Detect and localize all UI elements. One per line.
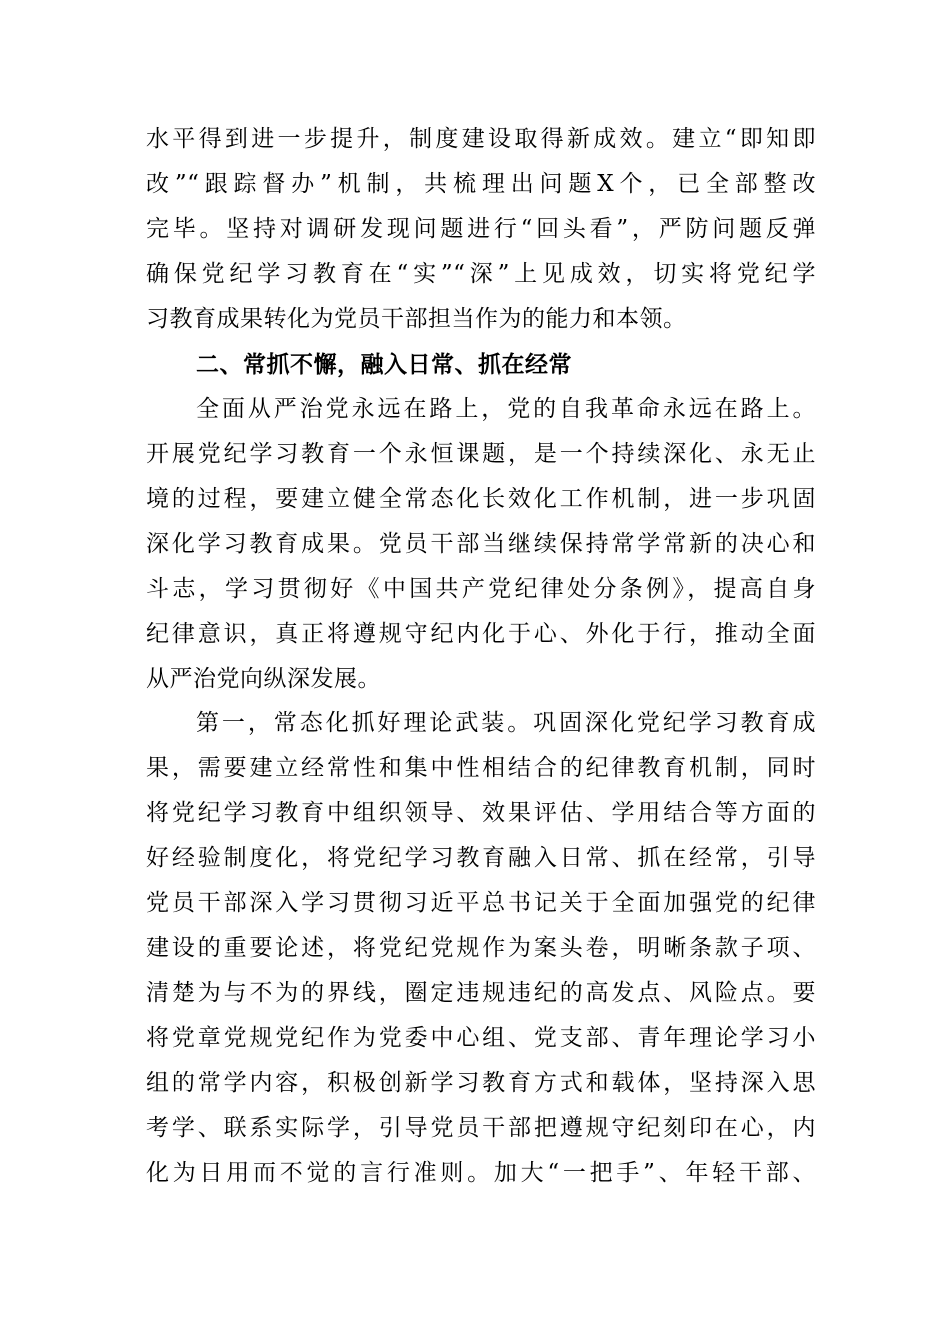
paragraph-2-line: 从严治党向纵深发展。 — [146, 666, 381, 692]
paragraph-3-line: 党员干部深入学习贯彻习近平总书记关于全面加强党的纪律 — [146, 890, 816, 916]
paragraph-3-line: 考学、联系实际学，引导党员干部把遵规守纪刻印在心，内 — [146, 1115, 816, 1141]
paragraph-1-line: 确保党纪学习教育在“实”“深”上见成效，切实将党纪学 — [146, 261, 816, 287]
paragraph-1-line: 水平得到进一步提升，制度建设取得新成效。建立“即知即 — [146, 126, 816, 152]
paragraph-3-line: 清楚为与不为的界线，圈定违规违纪的高发点、风险点。要 — [146, 980, 816, 1006]
paragraph-2-line: 斗志，学习贯彻好《中国共产党纪律处分条例》，提高自身 — [146, 576, 816, 602]
paragraph-3-line: 化为日用而不觉的言行准则。加大“一把手”、年轻干部、 — [146, 1160, 816, 1186]
paragraph-1-line: 改”“跟踪督办”机制，共梳理出问题X个，已全部整改 — [146, 171, 816, 197]
section-heading: 二、常抓不懈，融入日常、抓在经常 — [196, 352, 572, 378]
paragraph-2-line: 深化学习教育成果。党员干部当继续保持常学常新的决心和 — [146, 531, 816, 557]
paragraph-2-line: 全面从严治党永远在路上，党的自我革命永远在路上。 — [196, 396, 816, 422]
paragraph-3-line: 好经验制度化，将党纪学习教育融入日常、抓在经常，引导 — [146, 845, 816, 871]
paragraph-1-line: 习教育成果转化为党员干部担当作为的能力和本领。 — [146, 306, 687, 332]
paragraph-2-line: 境的过程，要建立健全常态化长效化工作机制，进一步巩固 — [146, 486, 816, 512]
paragraph-2-line: 开展党纪学习教育一个永恒课题，是一个持续深化、永无止 — [146, 441, 816, 467]
paragraph-3-line: 第一，常态化抓好理论武装。巩固深化党纪学习教育成 — [196, 710, 816, 736]
paragraph-2-line: 纪律意识，真正将遵规守纪内化于心、外化于行，推动全面 — [146, 621, 816, 647]
paragraph-1-line: 完毕。坚持对调研发现问题进行“回头看”，严防问题反弹 — [146, 216, 816, 242]
paragraph-3-line: 将党章党规党纪作为党委中心组、党支部、青年理论学习小 — [146, 1025, 816, 1051]
paragraph-3-line: 将党纪学习教育中组织领导、效果评估、学用结合等方面的 — [146, 800, 816, 826]
paragraph-3-line: 组的常学内容，积极创新学习教育方式和载体，坚持深入思 — [146, 1070, 816, 1096]
paragraph-3-line: 建设的重要论述，将党纪党规作为案头卷，明晰条款子项、 — [146, 935, 816, 961]
paragraph-3-line: 果，需要建立经常性和集中性相结合的纪律教育机制，同时 — [146, 755, 816, 781]
